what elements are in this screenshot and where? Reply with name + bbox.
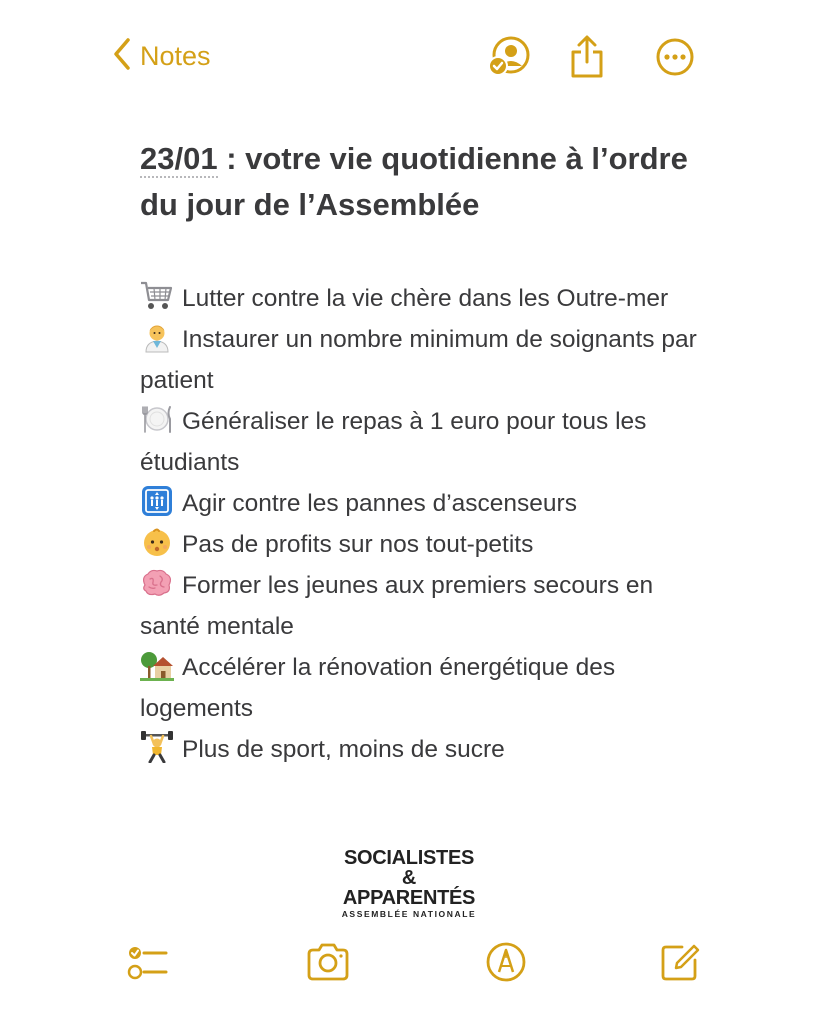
title-date[interactable]: 23/01 <box>140 141 218 176</box>
share-collaborator-icon[interactable] <box>486 34 532 80</box>
brain-icon <box>140 567 174 599</box>
socialistes-logo <box>334 848 484 920</box>
title-text: : votre vie quotidienne à l’ordre du jour de l’Assemblée <box>140 141 688 222</box>
list-item-text: Pas de profits sur nos tout-petits <box>182 531 534 558</box>
markup-icon[interactable] <box>482 938 530 986</box>
share-icon[interactable] <box>564 34 610 80</box>
list-item <box>140 647 700 729</box>
weightlifter-icon <box>140 731 174 763</box>
health-worker-icon <box>140 321 174 353</box>
back-label: Notes <box>140 40 211 71</box>
list-item-text: Plus de sport, moins de sucre <box>182 736 505 763</box>
logo-line1: SOCIALISTES <box>343 847 475 869</box>
checklist-icon[interactable] <box>124 938 172 986</box>
list-item <box>140 524 700 565</box>
logo-line3: ASSEMBLÉE NATIONALE <box>341 909 477 919</box>
list-item-text: Lutter contre la vie chère dans les Outre-mer <box>182 285 669 312</box>
list-item-text: Agir contre les pannes d’ascenseurs <box>182 490 577 517</box>
note-title[interactable] <box>140 136 700 228</box>
navigation-bar <box>0 0 819 110</box>
list-item <box>140 483 700 524</box>
house-garden-icon <box>140 649 174 681</box>
note-body[interactable] <box>140 278 700 770</box>
list-item <box>140 401 700 483</box>
list-item-text: Accélérer la rénovation énergétique des logements <box>140 654 616 722</box>
back-button[interactable] <box>112 38 211 74</box>
list-item-text: Instaurer un nombre minimum de soignants par patient <box>140 326 697 394</box>
list-item <box>140 729 700 770</box>
baby-icon <box>140 526 174 558</box>
list-item-text: Généraliser le repas à 1 euro pour tous les étudiants <box>140 408 647 476</box>
list-item <box>140 565 700 647</box>
more-icon[interactable] <box>652 34 698 80</box>
camera-icon[interactable] <box>304 938 352 986</box>
compose-icon[interactable] <box>656 938 704 986</box>
list-item <box>140 319 700 401</box>
bottom-toolbar <box>0 930 819 1000</box>
list-item <box>140 278 700 319</box>
plate-cutlery-icon <box>140 403 174 435</box>
logo-line2: & APPARENTÉS <box>342 867 476 909</box>
elevator-icon <box>140 485 174 517</box>
shopping-cart-icon <box>140 280 174 312</box>
chevron-left-icon <box>112 37 132 76</box>
list-item-text: Former les jeunes aux premiers secours en santé mentale <box>140 572 654 640</box>
